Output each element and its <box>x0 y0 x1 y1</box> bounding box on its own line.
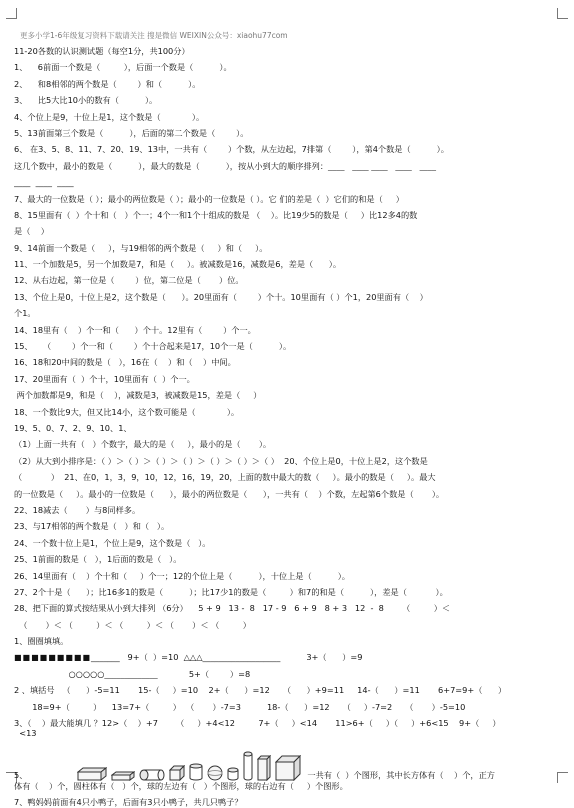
fill-bracket-row: 18=9+（ ） 13=7+（ ） （ ）-7=3 18-（ ）=12 （ ）-7=2 （ ）-5=10 <box>14 701 466 712</box>
page-header: 更多小学1-6年级复习资料下载请关注 搜是微信 WEIXIN公众号：xiaohu77com <box>20 31 288 40</box>
question-line: 2、 和8相邻的两个数是（ ）和（ ）。 <box>14 78 201 89</box>
question-line: 7、最大的一位数是（ ）；最小的两位数是（ ）；最小的一位数是（ ）。它 们的差是（ ）它们的和是（ ） <box>14 193 404 204</box>
question-line: 12、从右边起，第一位是（ ）位，第二位是（ ）位。 <box>14 275 244 286</box>
question-line: （ ） 21、在0，1，3，9，10，12，16，19，20，上面的数中最大的数（ ）。最小的数是（ ）。最大 <box>14 472 436 483</box>
question-line: 个1。 <box>14 308 36 319</box>
question-line: 27、2个十是（ ）；比16多1的数是（ ）；比17少1的数是（ ）和7的和是（ ），差是（ ）。 <box>14 586 448 597</box>
question-list <box>14 62 562 636</box>
worksheet <box>14 28 562 808</box>
counting-row-text: _______ 9+（ ）=10 △△△___________________ 3+（ ）=9 <box>91 652 363 663</box>
question-line: 9、14前面一个数是（ ），与19相邻的两个数是（ ）和（ ）。 <box>14 242 268 253</box>
max-number-row: <13 <box>14 728 37 739</box>
question-line: ____ ____ ____ <box>14 177 74 188</box>
shapes-figure <box>77 747 301 781</box>
word-problem: 7、鸭妈妈前面有4只小鸭子，后面有3只小鸭子，共几只鸭子？ <box>14 797 243 808</box>
question-line: 24、一个数十位上是1，个位上是9，这个数是（ ）。 <box>14 537 211 548</box>
page-corner-mark <box>6 8 17 19</box>
question-line: 15、 （ ）个一和（ ）个十合起来是17，10个一是（ ）。 <box>14 341 292 352</box>
shapes-question-text: 一共有（ ）个图形，其中长方体有（ ）个，正方 <box>307 770 495 781</box>
question-line: 17、20里面有（ ）个十，10里面有（ ）个一。 <box>14 373 195 384</box>
question-line: （1）上面一共有（ ）个数字，最大的是（ ），最小的是（ ）。 <box>14 439 272 450</box>
question-line: （2）从大到小排序是：（ ）＞（ ）＞（ ）＞（ ）＞（ ）＞（ ）＞（ ） 20、个位上是0，十位上是2，这个数是 <box>14 455 428 466</box>
question-line: 16、18和20中间的数是（ ），16在（ ）和（ ）中间。 <box>14 357 236 368</box>
question-line: 5、13前面第三个数是（ ），后面的第二个数是（ ）。 <box>14 127 249 138</box>
square-icons: ■■■■■■■■■ <box>14 653 92 663</box>
question-line: 的一位数是（ ）。最小的一位数是（ ），最小的两位数是（ ），一共有（ ）个数，左起第6个数是（ ）。 <box>14 488 445 499</box>
counting-row: ○○○○○_____________ 5+（ ）=8 <box>14 668 251 679</box>
shapes-question-text: 体有（ ）个，圆柱体有（ ）个，球的左边有（ ）个图形，球的右边有（ ）个图形。 <box>14 780 348 791</box>
question-line: 28、把下面的算式按结果从小到大排列 （6分） 5 + 9 13 - 8 17 - 9 6 + 9 8 + 3 12 - 8 （ ）＜ <box>14 603 451 614</box>
question-line: 18、一个数比9大，但又比14小，这个数可能是（ ）。 <box>14 406 240 417</box>
flat-cuboid-icon <box>111 771 135 781</box>
page-corner-mark <box>557 8 568 19</box>
question-line: 25、1前面的数是（ ），1后面的数是（ ）。 <box>14 554 182 565</box>
question-line: 23、与17相邻的两个数是（ ）和（ ）。 <box>14 521 170 532</box>
cuboid-icon <box>77 767 107 781</box>
cylinder-icon <box>189 763 203 781</box>
question-line: 14、18里有（ ）个一和（ ）个十。12里有（ ）个一。 <box>14 324 256 335</box>
cuboid-icon <box>257 755 271 781</box>
section-label: 5、 <box>14 770 28 781</box>
question-line: 19、5、0、7、2、9、10、1、 <box>14 422 132 433</box>
fill-bracket-row: 2 、填括号 （ ）-5=11 15-（ ）=10 2+（ ）=12 （ ）+9=11 14-（ ）=11 6+7=9+（ ） <box>14 685 507 696</box>
worksheet-title: 11-20各数的认识测试题（每空1分，共100分） <box>14 46 190 56</box>
question-line: 22、18减去（ ）与8同样多。 <box>14 504 141 515</box>
max-number-row: 3、（ ）最大能填几 ？12>（ ）+7 （ ）+4<12 7+（ ）<14 11>6+（ ）（ ）+6<15 9+（ ） <box>14 718 501 729</box>
counting-row <box>14 652 562 662</box>
cube-icon <box>169 765 185 781</box>
question-line: 6、 在3、5、8、11、7、20、19、13中，一共有（ ）个数，从左边起，7排第（ ），第4个数是（ ）。 <box>14 144 449 155</box>
question-line: 4、个位上是9，十位上是1，这个数是（ ）。 <box>14 111 205 122</box>
question-line: 3、 比5大比10小的数有（ ）。 <box>14 95 158 106</box>
question-line: 26、14里面有（ ）个十和（ ）个一；12的个位上是（ ），十位上是（ ）。 <box>14 570 350 581</box>
question-line: 13、个位上是0，十位上是2，这个数是（ ）。20里面有（ ）个十。10里面有（ ）个1，20里面有（ ） <box>14 291 428 302</box>
question-line: 两个加数都是9，和是（ ），减数是3，被减数是15，差是（ ） <box>14 390 262 401</box>
shapes-question <box>14 743 562 781</box>
section-title: 1、圈圈填填。 <box>14 636 69 647</box>
cylinder-icon <box>227 767 239 781</box>
cube-icon <box>275 755 301 781</box>
cylinder-lying-icon <box>139 769 165 781</box>
question-line: 这几个数中，最小的数是（ ），最大的数是（ ），按从小到大的顺序排列：____ ____ ____ ____ ____ <box>14 160 436 171</box>
sphere-icon <box>207 765 223 781</box>
question-line: （ ）＜ （ ）＜ （ ）＜ （ ）＜ （ ） <box>14 619 251 630</box>
tall-cylinder-icon <box>243 751 253 781</box>
question-line: 1、 6前面一个数是（ ），后面一个数是（ ）。 <box>14 62 232 73</box>
question-line: 11、一个加数是5，另一个加数是7，和是（ ）。被减数是16，减数是6，差是（ ）。 <box>14 259 342 270</box>
question-line: 8、15里面有（ ）个十和（ ）个一；4个一和1个十组成的数是 （ ）。比19少5的数是（ ）比12多4的数 <box>14 209 418 220</box>
question-line: 是（ ） <box>14 226 49 237</box>
